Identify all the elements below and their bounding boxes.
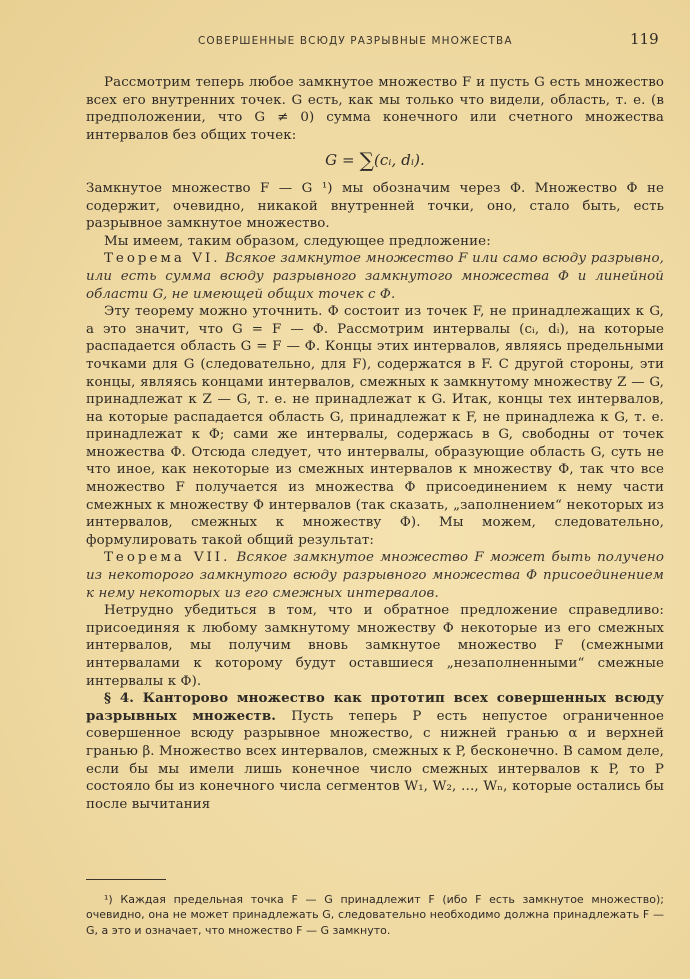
paragraph-phi: Замкнутое множество F — G ¹) мы обозначим через Φ. Множество Φ не содержит, очевидно, никакой внутренней точки, оно, стало быть, есть разрывное замкнутое множество. [86, 180, 664, 232]
footnote-text: ¹) Каждая предельная точка F — G принадлежит F (ибо F есть замкнутое множество); очевидно, она не может принадлежать G, следовательно необходимо должна принадлежать F — G, а это и означает, что множество F — G замкнуто. [86, 893, 664, 937]
main-text [86, 74, 664, 813]
theorem-6-text: Всякое замкнутое множество F или само всюду разрывно, или есть сумма всюду разрывного замкнутого множества Φ и линейной области G, не имеющей общих точек с Φ. [86, 251, 664, 302]
theorem-7-text: Всякое замкнутое множество F может быть получено из некоторого замкнутого всюду разрывного множества Φ присоединением к нему некоторых из его смежных интервалов. [86, 550, 665, 601]
formula-sum [86, 148, 664, 173]
formula-rhs: (cᵢ, dᵢ). [373, 151, 425, 170]
footnote-divider [86, 879, 166, 880]
section-4-title: § 4. Канторово множество как прототип всех совершенных всюду разрывных множеств. [86, 690, 664, 724]
theorem-7 [86, 549, 664, 602]
section-4-text: Пусть теперь P есть непустое ограниченное совершенное всюду разрывное множество, с нижней гранью α и верхней гранью β. Множество всех интервалов, смежных к P, бесконечно. В самом деле, если бы мы имели лишь конечное число смежных интервалов к P, то P состояло бы из конечного числа сегментов W₁, W₂, …, Wₙ, которые остались бы после вычитания [86, 708, 664, 812]
footnote [86, 892, 664, 938]
theorem-7-label: Теорема VII. [104, 550, 231, 566]
running-title: СОВЕРШЕННЫЕ ВСЮДУ РАЗРЫВНЫЕ МНОЖЕСТВА [198, 35, 513, 47]
formula-lhs: G = [325, 151, 360, 170]
paragraph-converse: Нетрудно убедиться в том, что и обратное предложение справедливо: присоединяя к любому замкнутому множеству Φ некоторые из его смежных интервалов, мы получим вновь замкнутое множество F (смежными интервалами к которому будут оставшиеся „незаполненными“ смежные интервалы к Φ). [86, 603, 664, 689]
theorem-6-label: Теорема VI. [104, 251, 221, 267]
sum-symbol: ∑ [359, 148, 374, 173]
section-4 [86, 690, 664, 813]
paragraph-intro: Рассмотрим теперь любое замкнутое множество F и пусть G есть множество всех его внутренних точек. G есть, как мы только что видели, область, т. е. (в предположении, что G ≠ 0) сумма конечного или счетного множества интервалов без общих точек: [86, 75, 664, 143]
paragraph-proposition: Мы имеем, таким образом, следующее предложение: [104, 233, 491, 249]
paragraph-refinement: Эту теорему можно уточнить. Φ состоит из точек F, не принадлежащих к G, а это значит, что G = F — Φ. Рассмотрим интервалы (cᵢ, dᵢ), на которые распадается область G = F — Φ. Концы этих интервалов, являясь предельными точками для G (следовательно, для F), содержатся в F. С другой стороны, эти концы, являясь концами интервалов, смежных к замкнутому множеству Z — G, принадлежат к Z — G, т. е. не принадлежат к G. Итак, концы тех интервалов, на которые распадается область G, принадлежат к F, не принадлежа к G, т. е. принадлежат к Φ; сами же интервалы, содержась в G, свободны от точек множества Φ. Отсюда следует, что интервалы, образующие область G, суть не что иное, как некоторые из смежных интервалов к множеству Φ, так что все множество F получается из множества Φ присоединением к нему части смежных к множеству Φ интервалов (так сказать, „заполнением“ некоторых из интервалов, смежных к множеству Φ). Мы можем, следовательно, формулировать такой общий результат: [86, 304, 664, 548]
theorem-6 [86, 250, 664, 303]
page-number: 119 [630, 30, 659, 48]
